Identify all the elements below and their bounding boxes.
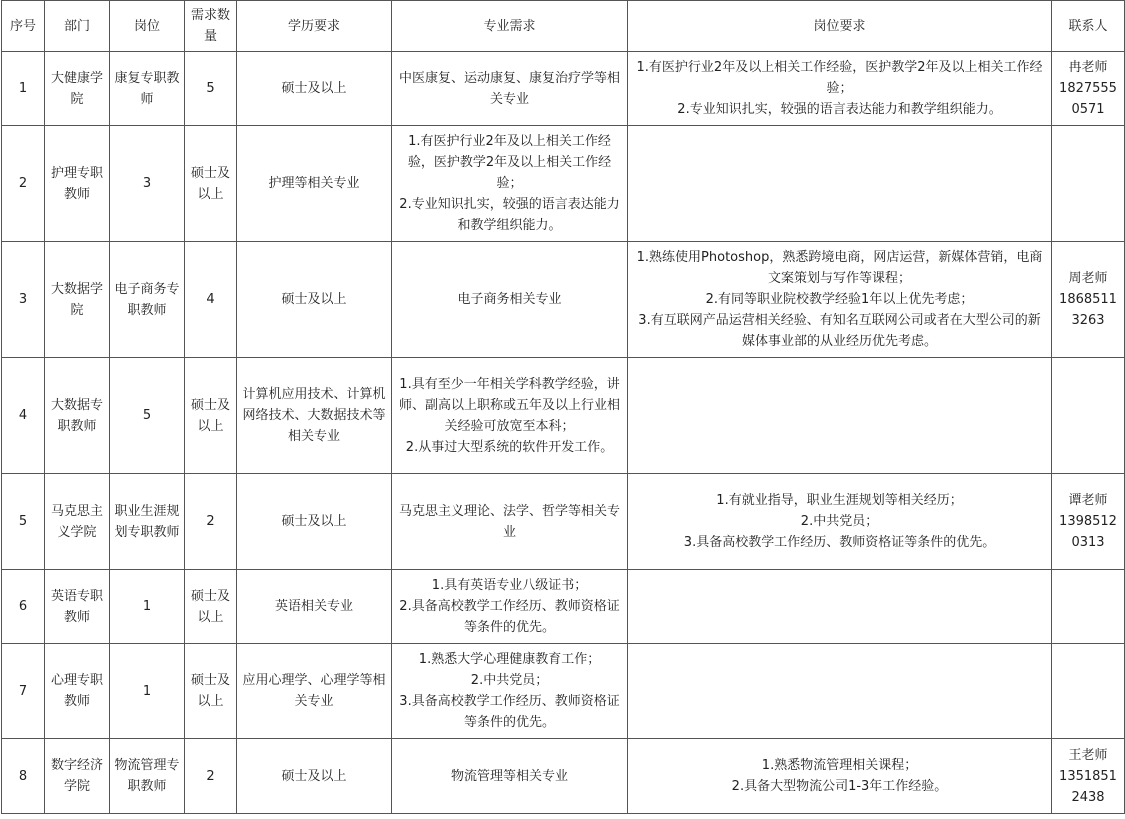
cell-post: 1 <box>110 644 185 739</box>
cell-contact <box>1052 242 1125 358</box>
cell-req <box>628 126 1052 242</box>
header-post: 岗位 <box>110 1 185 52</box>
cell-contact <box>1052 644 1125 739</box>
contact-name: 王老师 <box>1068 747 1108 763</box>
recruitment-table <box>1 0 1125 814</box>
cell-req <box>628 52 1052 126</box>
req-line: 2.具备大型物流公司1-3年工作经验。 <box>731 779 948 794</box>
header-qty: 需求数量 <box>185 1 237 52</box>
cell-req <box>628 739 1052 814</box>
table-row <box>2 52 1125 126</box>
header-no: 序号 <box>2 1 45 52</box>
cell-qty: 2 <box>185 739 237 814</box>
contact-name: 谭老师 <box>1068 493 1108 508</box>
cell-contact <box>1052 570 1125 644</box>
table-row <box>2 570 1125 644</box>
cell-dept: 大数据专职教师 <box>45 358 110 474</box>
cell-no: 8 <box>2 739 45 814</box>
cell-edu: 英语相关专业 <box>237 570 392 644</box>
req-line: 1.有医护行业2年及以上相关工作经验，医护教学2年及以上相关工作经验； <box>636 60 1043 96</box>
cell-req <box>628 242 1052 358</box>
contact-name: 周老师 <box>1068 271 1108 286</box>
major-line: 2.中共党员； <box>470 673 549 688</box>
req-line: 1.熟悉物流管理相关课程； <box>761 758 918 773</box>
cell-qty: 硕士及以上 <box>185 570 237 644</box>
table-row <box>2 739 1125 814</box>
header-req: 岗位要求 <box>628 1 1052 52</box>
table-row <box>2 474 1125 570</box>
cell-dept: 护理专职教师 <box>45 126 110 242</box>
cell-edu: 硕士及以上 <box>237 242 392 358</box>
contact-phone: 13985120313 <box>1059 514 1117 550</box>
cell-no: 6 <box>2 570 45 644</box>
cell-no: 7 <box>2 644 45 739</box>
cell-major: 电子商务相关专业 <box>392 242 628 358</box>
cell-contact <box>1052 126 1125 242</box>
cell-major <box>392 570 628 644</box>
table-row <box>2 358 1125 474</box>
cell-dept: 心理专职教师 <box>45 644 110 739</box>
cell-major <box>392 126 628 242</box>
cell-contact <box>1052 52 1125 126</box>
cell-major: 中医康复、运动康复、康复治疗学等相关专业 <box>392 52 628 126</box>
cell-dept: 数字经济学院 <box>45 739 110 814</box>
req-line: 2.有同等职业院校教学经验1年以上优先考虑； <box>705 292 974 307</box>
major-line: 2.专业知识扎实，较强的语言表达能力和教学组织能力。 <box>399 197 620 233</box>
table-row <box>2 644 1125 739</box>
cell-major <box>392 644 628 739</box>
header-edu: 学历要求 <box>237 1 392 52</box>
cell-no: 2 <box>2 126 45 242</box>
cell-no: 3 <box>2 242 45 358</box>
cell-edu: 护理等相关专业 <box>237 126 392 242</box>
cell-edu: 硕士及以上 <box>237 52 392 126</box>
header-row <box>2 1 1125 52</box>
cell-no: 4 <box>2 358 45 474</box>
cell-dept: 英语专职教师 <box>45 570 110 644</box>
table-row <box>2 126 1125 242</box>
cell-contact <box>1052 358 1125 474</box>
req-line: 1.有就业指导，职业生涯规划等相关经历； <box>716 493 963 508</box>
cell-dept: 大健康学院 <box>45 52 110 126</box>
cell-qty: 硕士及以上 <box>185 126 237 242</box>
major-line: 2.从事过大型系统的软件开发工作。 <box>405 439 614 455</box>
cell-contact <box>1052 474 1125 570</box>
cell-major: 物流管理等相关专业 <box>392 739 628 814</box>
req-line: 3.有互联网产品运营相关经验、有知名互联网公司或者在大型公司的新媒体事业部的从业经历优先考虑。 <box>638 313 1041 349</box>
cell-post: 康复专职教师 <box>110 52 185 126</box>
cell-post: 5 <box>110 358 185 474</box>
cell-qty: 4 <box>185 242 237 358</box>
major-line: 1.具有英语专业八级证书； <box>431 578 588 593</box>
cell-no: 1 <box>2 52 45 126</box>
cell-req <box>628 474 1052 570</box>
cell-no: 5 <box>2 474 45 570</box>
cell-qty: 硕士及以上 <box>185 358 237 474</box>
cell-contact <box>1052 739 1125 814</box>
cell-major <box>392 358 628 474</box>
req-line: 2.专业知识扎实，较强的语言表达能力和教学组织能力。 <box>677 102 1002 117</box>
cell-edu: 硕士及以上 <box>237 474 392 570</box>
cell-req <box>628 570 1052 644</box>
contact-phone: 18685113263 <box>1059 292 1117 328</box>
contact-phone: 18275550571 <box>1059 81 1117 117</box>
header-contact: 联系人 <box>1052 1 1125 52</box>
cell-post: 电子商务专职教师 <box>110 242 185 358</box>
major-line: 1.具有至少一年相关学科教学经验，讲师、副高以上职称或五年及以上行业相关经验可放宽至本科； <box>398 376 620 434</box>
cell-dept: 马克思主义学院 <box>45 474 110 570</box>
major-line: 2.具备高校教学工作经历、教师资格证等条件的优先。 <box>399 599 620 635</box>
cell-qty: 2 <box>185 474 237 570</box>
cell-req <box>628 644 1052 739</box>
cell-edu: 硕士及以上 <box>237 739 392 814</box>
cell-dept: 大数据学院 <box>45 242 110 358</box>
cell-post: 3 <box>110 126 185 242</box>
cell-qty: 硕士及以上 <box>185 644 237 739</box>
cell-major: 马克思主义理论、法学、哲学等相关专业 <box>392 474 628 570</box>
cell-post: 职业生涯规划专职教师 <box>110 474 185 570</box>
req-line: 3.具备高校教学工作经历、教师资格证等条件的优先。 <box>683 535 996 550</box>
req-line: 1.熟练使用Photoshop，熟悉跨境电商，网店运营，新媒体营销，电商文案策划与写作等课程； <box>636 250 1043 286</box>
table-row <box>2 242 1125 358</box>
cell-post: 1 <box>110 570 185 644</box>
cell-qty: 5 <box>185 52 237 126</box>
major-line: 1.熟悉大学心理健康教育工作； <box>418 652 601 667</box>
cell-req <box>628 358 1052 474</box>
cell-edu: 应用心理学、心理学等相关专业 <box>237 644 392 739</box>
header-major: 专业需求 <box>392 1 628 52</box>
cell-edu: 计算机应用技术、计算机网络技术、大数据技术等相关专业 <box>237 358 392 474</box>
contact-name: 冉老师 <box>1068 60 1108 75</box>
major-line: 3.具备高校教学工作经历、教师资格证等条件的优先。 <box>399 694 620 730</box>
header-dept: 部门 <box>45 1 110 52</box>
contact-phone: 13518512438 <box>1059 768 1117 805</box>
cell-post: 物流管理专职教师 <box>110 739 185 814</box>
major-line: 1.有医护行业2年及以上相关工作经验，医护教学2年及以上相关工作经验； <box>407 134 612 191</box>
req-line: 2.中共党员； <box>800 514 879 529</box>
